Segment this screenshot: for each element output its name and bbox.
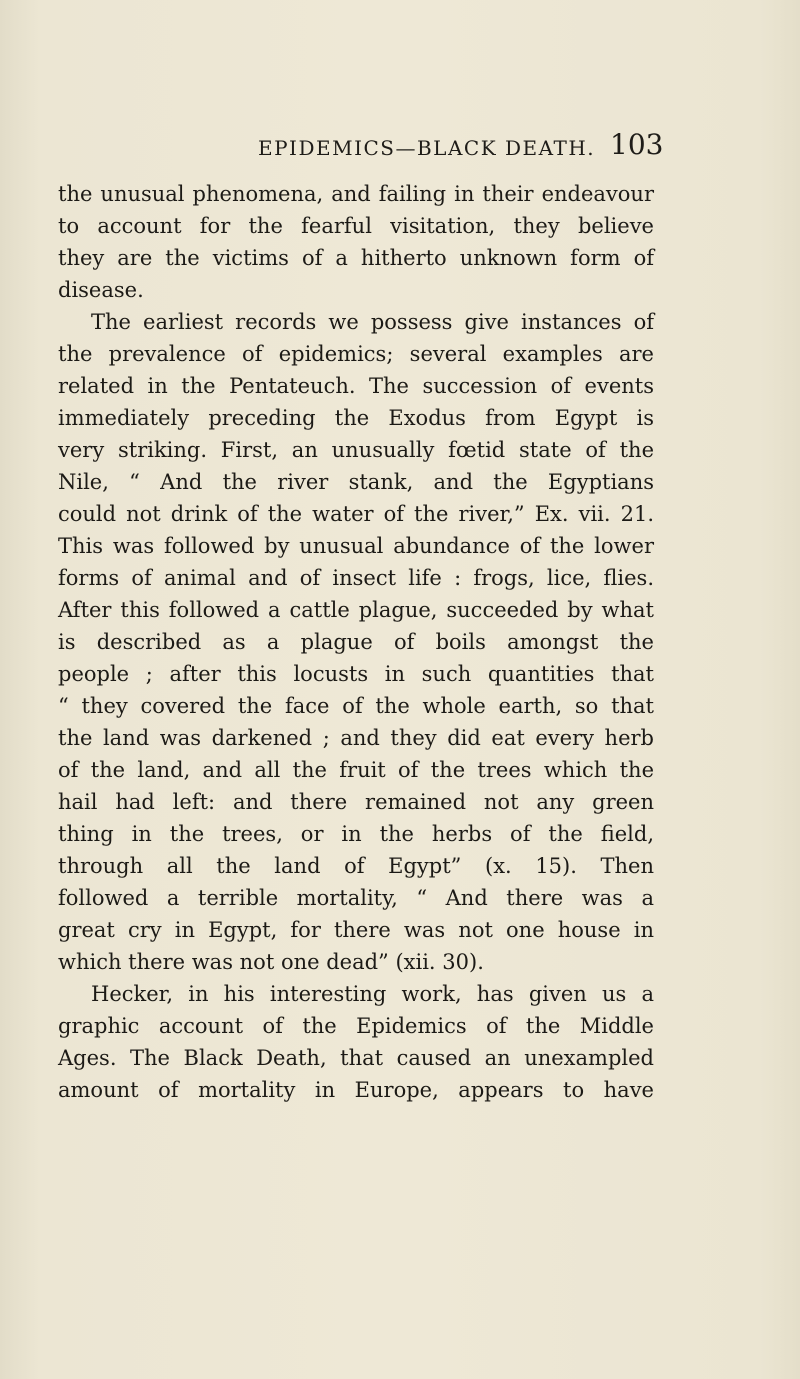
text-line: the prevalence of epidemics; several examples are bbox=[58, 342, 654, 366]
text-line: could not drink of the water of the river,” Ex. vii. 21. bbox=[58, 502, 654, 526]
page-number: 103 bbox=[610, 128, 664, 161]
text-line: is described as a plague of boils amongst the bbox=[58, 630, 654, 654]
body-text bbox=[58, 178, 654, 1106]
text-line: forms of animal and of insect life : frogs, lice, flies. bbox=[58, 566, 654, 590]
text-line: thing in the trees, or in the herbs of the field, bbox=[58, 822, 654, 846]
text-line: hail had left: and there remained not any green bbox=[58, 790, 654, 814]
text-line: of the land, and all the fruit of the trees which the bbox=[58, 758, 654, 782]
text-line: disease. bbox=[58, 278, 144, 302]
text-line: very striking. First, an unusually fœtid state of the bbox=[58, 438, 654, 462]
text-line: great cry in Egypt, for there was not one house in bbox=[58, 918, 654, 942]
text-line: This was followed by unusual abundance of the lower bbox=[58, 534, 654, 558]
running-head bbox=[0, 128, 800, 168]
text-line: immediately preceding the Exodus from Egypt is bbox=[58, 406, 654, 430]
text-line: followed a terrible mortality, “ And there was a bbox=[58, 886, 654, 910]
text-line: the land was darkened ; and they did eat every herb bbox=[58, 726, 654, 750]
text-line: amount of mortality in Europe, appears to have bbox=[58, 1078, 654, 1102]
text-line: which there was not one dead” (xii. 30). bbox=[58, 950, 484, 974]
running-title: EPIDEMICS—BLACK DEATH. bbox=[258, 136, 596, 160]
text-line: related in the Pentateuch. The succession of events bbox=[58, 374, 654, 398]
text-line: Hecker, in his interesting work, has given us a bbox=[91, 982, 654, 1006]
text-line: people ; after this locusts in such quantities that bbox=[58, 662, 654, 686]
text-line: Ages. The Black Death, that caused an unexampled bbox=[58, 1046, 654, 1070]
text-line: The earliest records we possess give instances of bbox=[91, 310, 654, 334]
text-line: the unusual phenomena, and failing in their endeavour bbox=[58, 182, 654, 206]
text-line: Nile, “ And the river stank, and the Egyptians bbox=[58, 470, 654, 494]
text-line: through all the land of Egypt” (x. 15). Then bbox=[58, 854, 654, 878]
text-line: to account for the fearful visitation, they believe bbox=[58, 214, 654, 238]
text-line: “ they covered the face of the whole earth, so that bbox=[58, 694, 654, 718]
text-line: they are the victims of a hitherto unknown form of bbox=[58, 246, 654, 270]
text-line: graphic account of the Epidemics of the Middle bbox=[58, 1014, 654, 1038]
text-line: After this followed a cattle plague, succeeded by what bbox=[58, 598, 654, 622]
